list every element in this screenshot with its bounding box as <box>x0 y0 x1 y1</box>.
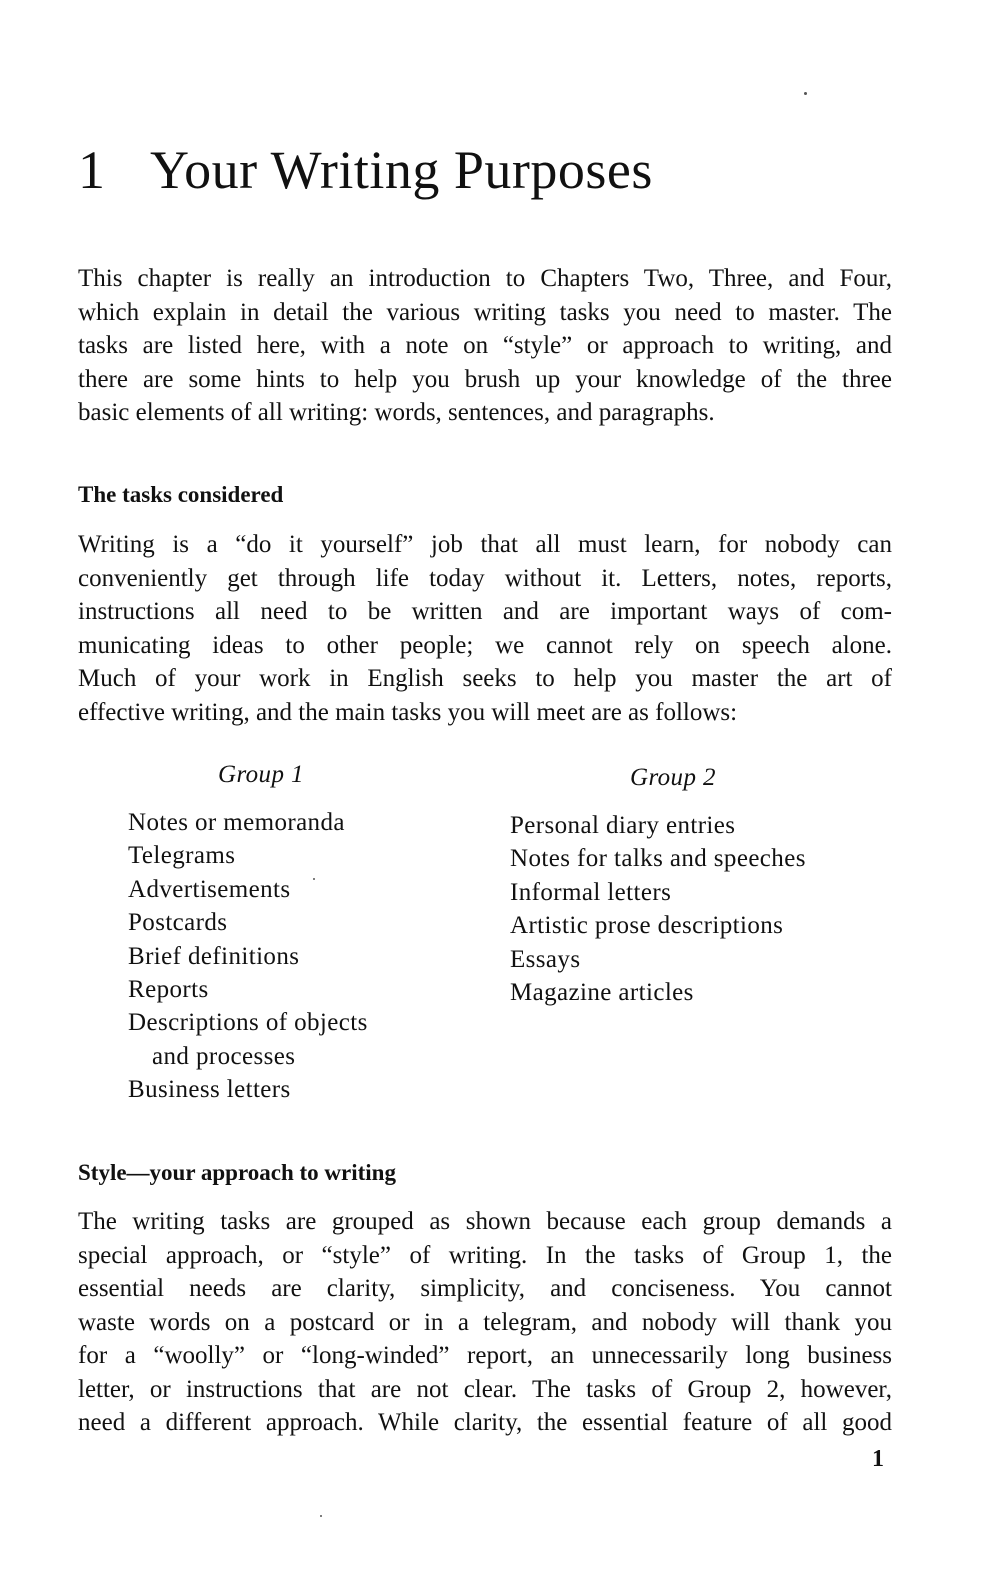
list-item: Notes or memoranda <box>128 809 345 836</box>
list-item: Descriptions of objects <box>128 1009 368 1037</box>
tasks-paragraph <box>78 528 892 729</box>
group-1-list <box>128 760 368 1107</box>
text-line: This chapter is really an introduction to Chapters Two, Three, and Four, <box>78 265 892 292</box>
text-line: conveniently get through life today without it. Letters, notes, reports, <box>78 564 892 592</box>
group-2-title: Group 2 <box>630 764 716 791</box>
list-item: Postcards <box>128 909 228 937</box>
text-line: which explain in detail the various writing tasks you need to master. The <box>78 298 892 326</box>
list-item: Informal letters <box>510 878 672 906</box>
chapter-title <box>78 138 653 202</box>
text-line: letter, or instructions that are not clear. The tasks of Group 2, however, <box>78 1375 892 1403</box>
text-line: Writing is a “do it yourself” job that all must learn, for nobody can <box>78 531 892 558</box>
list-item: Personal diary entries <box>510 812 736 839</box>
style-paragraph <box>78 1205 892 1440</box>
section-heading-style: Style—your approach to writing <box>78 1160 396 1185</box>
list-item: Business letters <box>128 1076 291 1104</box>
text-line: need a different approach. While clarity, the essential feature of all good <box>78 1409 892 1436</box>
text-line: Much of your work in English seeks to help you master the art of <box>78 665 892 692</box>
intro-paragraph <box>78 262 892 430</box>
list-item: Artistic prose descriptions <box>510 912 784 940</box>
text-line: special approach, or “style” of writing. In the tasks of Group 1, the <box>78 1241 892 1269</box>
list-item-continuation: and processes <box>152 1042 296 1070</box>
chapter-number: 1 <box>78 140 106 200</box>
text-line: instructions all need to be written and are important ways of com- <box>78 598 892 625</box>
scan-speck <box>320 1515 322 1517</box>
list-item: Essays <box>510 945 581 973</box>
list-item: Brief definitions <box>128 942 300 970</box>
text-line: there are some hints to help you brush up your knowledge of the three <box>78 365 892 393</box>
text-line: for a “woolly” or “long-winded” report, an unnecessarily long business <box>78 1342 892 1369</box>
section-heading-tasks: The tasks considered <box>78 482 284 507</box>
chapter-title-text: Your Writing Purposes <box>150 140 653 200</box>
text-line: municating ideas to other people; we cannot rely on speech alone. <box>78 631 892 659</box>
text-line: waste words on a postcard or in a telegram, and nobody will thank you <box>78 1308 892 1336</box>
page-number: 1 <box>872 1446 884 1472</box>
text-line: essential needs are clarity, simplicity, and conciseness. You cannot <box>78 1275 892 1302</box>
text-line: basic elements of all writing: words, sentences, and paragraphs. <box>78 399 715 426</box>
list-item: Advertisements <box>128 875 291 903</box>
text-line: The writing tasks are grouped as shown because each group demands a <box>78 1208 892 1235</box>
text-line: effective writing, and the main tasks you will meet are as follows: <box>78 698 738 726</box>
list-item: Telegrams <box>128 842 236 870</box>
scan-speck <box>313 878 315 880</box>
list-item: Notes for talks and speeches <box>510 845 806 873</box>
list-item: Reports <box>128 976 209 1004</box>
group-1-title: Group 1 <box>218 761 304 788</box>
text-line: tasks are listed here, with a note on “style” or approach to writing, and <box>78 332 892 359</box>
scan-speck <box>804 92 807 95</box>
list-item: Magazine articles <box>510 979 694 1007</box>
group-2-list <box>510 763 806 1009</box>
